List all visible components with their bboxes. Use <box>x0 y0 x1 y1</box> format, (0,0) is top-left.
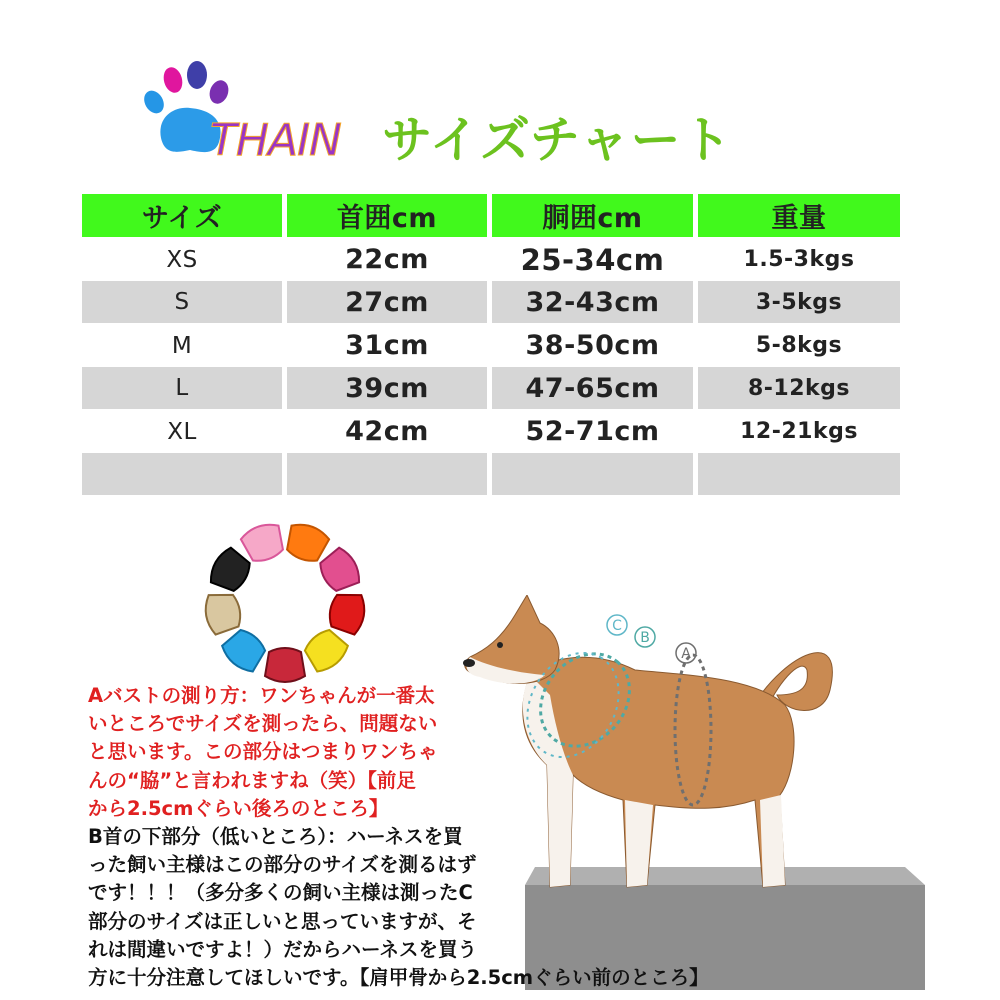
table-cell: 22cm <box>345 244 429 275</box>
table-cell: XS <box>166 246 198 273</box>
table-cell: M <box>171 332 193 359</box>
table-cell <box>492 453 693 495</box>
note-a-line: から2.5cmぐらい後ろのところ】 <box>88 796 389 820</box>
table-cell: 32-43cm <box>492 281 693 323</box>
brand-logo-text: THAIN <box>210 115 341 166</box>
note-a-line: いところでサイズを測ったら、問題ない <box>88 712 438 736</box>
header-size: サイズ <box>82 194 282 237</box>
note-b-line: った飼い主様はこの部分のサイズを測るはず <box>88 853 477 877</box>
note-a-line: んの“脇”と言われますね（笑）【前足 <box>88 768 416 792</box>
table-cell: 8-12kgs <box>698 367 900 409</box>
measurement-notes <box>88 682 709 992</box>
table-cell: 38-50cm <box>525 330 660 361</box>
table-cell: 25-34cm <box>520 242 665 277</box>
note-a-line: Aバストの測り方：ワンちゃんが一番太 <box>88 684 435 707</box>
table-cell <box>287 453 487 495</box>
table-cell: 12-21kgs <box>740 419 858 444</box>
header-weight: 重量 <box>698 194 900 237</box>
brand-logo <box>135 60 345 170</box>
note-b-line: B首の下部分（低いところ）：ハーネスを買 <box>88 825 463 849</box>
table-cell: 52-71cm <box>525 416 660 447</box>
table-cell: 1.5-3kgs <box>743 247 855 272</box>
marker-b-label: B <box>640 630 650 646</box>
note-b <box>88 823 709 992</box>
note-a <box>88 682 538 823</box>
table-cell: L <box>82 367 282 409</box>
marker-c-label: C <box>612 618 622 634</box>
table-cell: 31cm <box>345 330 429 361</box>
table-cell <box>82 453 282 495</box>
harness-icon <box>203 520 368 682</box>
table-cell: 42cm <box>345 416 429 447</box>
table-cell: 39cm <box>287 367 487 409</box>
note-b-line: 方に十分注意してほしいです。【肩甲骨から2.5cmぐらい前のところ】 <box>88 966 709 990</box>
note-b-line: 部分のサイズは正しいと思っていますが、そ <box>88 909 477 933</box>
table-cell: 47-65cm <box>492 367 693 409</box>
table-cell: XL <box>167 418 197 445</box>
table-cell: 3-5kgs <box>698 281 900 323</box>
note-b-line: です！！！（多分多くの飼い主様は測ったC <box>88 881 473 905</box>
table-cell <box>698 453 900 495</box>
table-cell: 27cm <box>287 281 487 323</box>
page-title: サイズチャート <box>382 111 733 169</box>
note-b-line: れは間違いですよ！）だからハーネスを買う <box>88 937 478 961</box>
note-a-line: と思います。この部分はつまりワンちゃ <box>88 740 438 764</box>
table-cell: S <box>82 281 282 323</box>
table-cell: 5-8kgs <box>755 333 843 358</box>
harness-color-variants-image <box>190 520 380 685</box>
marker-a-label: A <box>681 646 691 662</box>
header-neck: 首囲cm <box>287 194 487 237</box>
header-chest: 胴囲cm <box>492 194 693 237</box>
